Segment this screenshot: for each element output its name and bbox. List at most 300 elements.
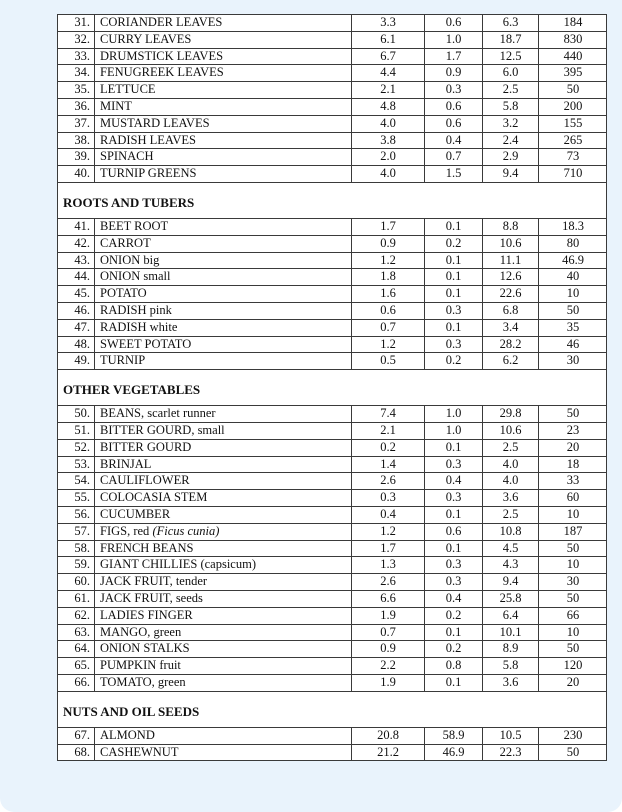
table-row [57,115,607,132]
value-col-2 [425,132,483,149]
value-col-1 [351,640,425,657]
table-row [57,489,607,506]
row-number [57,336,95,353]
value-col-3-text: 3.6 [502,675,519,689]
value-col-3 [483,439,539,456]
value-col-1 [351,624,425,641]
item-name [95,48,351,65]
value-col-1 [351,657,425,674]
value-col-1 [351,218,425,235]
value-col-3 [483,336,539,353]
value-col-4-text: 80 [566,235,580,250]
row-number-text: 55. [74,490,90,505]
value-col-3-text: 4.5 [502,540,519,555]
value-col-3 [483,64,539,81]
item-name [95,624,351,641]
value-col-2 [425,456,483,473]
value-col-2-text: 0.1 [445,540,462,555]
value-col-4 [539,64,607,81]
item-name-text: TOMATO, green [100,675,186,689]
value-col-2-text: 0.3 [445,456,462,471]
table-row [57,64,607,81]
value-col-3-text: 8.9 [502,641,519,656]
row-number-text: 37. [74,115,90,130]
value-col-2 [425,573,483,590]
item-name-text: FRENCH BEANS [100,540,194,555]
value-col-1-text: 2.6 [380,574,396,589]
value-col-2-text: 0.3 [445,557,462,572]
value-col-1-text: 6.7 [380,48,396,63]
value-col-1-text: 0.9 [380,641,396,656]
value-col-2 [425,744,483,761]
table-row [57,640,607,657]
value-col-2-text: 0.3 [445,490,462,505]
row-number [57,81,95,98]
row-number-text: 45. [74,286,90,301]
value-col-3 [483,31,539,48]
value-col-4-text: 50 [566,303,580,317]
value-col-1-text: 3.3 [380,15,396,29]
item-name-text: CUCUMBER [100,507,171,521]
value-col-2-text: 0.4 [445,473,462,488]
value-col-4 [539,744,607,761]
value-col-1 [351,456,425,473]
item-name-text: RADISH LEAVES [100,132,196,147]
value-col-4-text: 50 [566,540,580,555]
row-number-text: 47. [74,319,90,334]
value-col-2 [425,439,483,456]
value-col-2-text: 0.4 [445,591,462,605]
item-name [95,319,351,336]
value-col-2 [425,218,483,235]
value-col-1-text: 2.1 [380,82,396,97]
value-col-3-text: 10.8 [499,523,522,538]
value-col-1-text: 4.4 [380,65,396,80]
row-number [57,506,95,523]
row-number [57,727,95,744]
value-col-2 [425,674,483,691]
value-col-3 [483,98,539,115]
item-name [95,744,351,761]
value-col-4 [539,556,607,573]
value-col-1-text: 2.1 [380,423,396,437]
table-row [57,674,607,691]
value-col-4-text: 50 [566,406,580,421]
value-col-4 [539,285,607,302]
value-col-4-text: 10 [566,507,580,521]
row-number [57,252,95,269]
row-number-text: 65. [74,658,90,673]
value-col-3-text: 6.3 [502,15,519,29]
value-col-2-text: 1.5 [445,166,462,181]
value-col-3 [483,268,539,285]
item-name [95,472,351,489]
item-name-text: LADIES FINGER [100,607,193,622]
value-col-3-text: 6.0 [502,65,519,80]
section-heading: NUTS AND OIL SEEDS [63,703,200,719]
value-col-1-text: 7.4 [380,406,396,421]
value-col-3 [483,674,539,691]
row-number [57,744,95,761]
value-col-4-text: 66 [566,607,580,622]
value-col-4 [539,422,607,439]
value-col-4-text: 46.9 [562,252,584,267]
value-col-1-text: 2.0 [380,149,396,164]
item-name [95,556,351,573]
value-col-1 [351,132,425,149]
value-col-3-text: 18.7 [499,31,522,46]
row-number-text: 54. [74,473,90,488]
row-number-text: 53. [74,456,90,471]
item-name [95,14,351,31]
value-col-2-text: 0.6 [445,99,462,113]
row-number [57,165,95,182]
value-col-4-text: 50 [566,591,580,605]
table-row [57,624,607,641]
item-name-text: BRINJAL [100,456,152,471]
value-col-4 [539,640,607,657]
item-name-text: ALMOND [100,727,155,742]
value-col-2 [425,590,483,607]
item-name-text: ONION big [100,252,160,267]
value-col-3 [483,285,539,302]
item-name-text: TURNIP [100,353,146,368]
value-col-3 [483,81,539,98]
item-name-italic: (Ficus cunia) [152,523,220,538]
row-number-text: 33. [74,48,90,63]
item-name [95,607,351,624]
row-number [57,285,95,302]
value-col-2 [425,422,483,439]
value-col-2 [425,319,483,336]
value-col-1 [351,252,425,269]
value-col-1-text: 1.7 [380,540,396,555]
value-col-4 [539,607,607,624]
value-col-4-text: 265 [563,132,583,147]
row-number [57,48,95,65]
item-name [95,81,351,98]
value-col-1-text: 1.2 [380,252,396,267]
item-name [95,148,351,165]
row-number-text: 68. [74,744,90,759]
value-col-2-text: 1.0 [445,31,462,46]
table-row [57,540,607,557]
value-col-4-text: 10 [566,624,580,639]
value-col-3-text: 6.2 [502,353,519,368]
value-col-4-text: 230 [563,727,583,742]
item-name [95,115,351,132]
value-col-1 [351,727,425,744]
item-name [95,268,351,285]
row-number [57,624,95,641]
row-number [57,98,95,115]
table-row [57,268,607,285]
value-col-3 [483,640,539,657]
row-number-text: 41. [74,219,90,233]
value-col-1-text: 3.8 [380,132,396,147]
item-name [95,657,351,674]
value-col-3-text: 10.1 [499,624,522,639]
value-col-1 [351,439,425,456]
value-col-2-text: 0.9 [445,65,462,80]
item-name [95,98,351,115]
value-col-4 [539,523,607,540]
row-divider [57,369,607,370]
table-row [57,590,607,607]
value-col-1-text: 21.2 [377,744,399,759]
value-col-2-text: 0.6 [445,523,462,538]
value-col-2-text: 0.6 [445,15,462,29]
row-number [57,573,95,590]
value-col-3-text: 2.5 [502,507,519,521]
table-row [57,148,607,165]
value-col-2-text: 0.4 [445,132,462,147]
table-row [57,556,607,573]
row-number [57,422,95,439]
row-number [57,148,95,165]
row-number-text: 64. [74,641,90,656]
value-col-2 [425,352,483,369]
value-col-4 [539,489,607,506]
table-row [57,165,607,182]
row-number [57,439,95,456]
value-col-4-text: 184 [563,15,583,29]
item-name-text: POTATO [100,286,147,301]
value-col-4 [539,252,607,269]
value-col-2 [425,607,483,624]
value-col-4-text: 50 [566,82,580,97]
value-col-1-text: 1.9 [380,607,396,622]
value-col-3-text: 28.2 [499,336,522,351]
row-number [57,14,95,31]
value-col-1-text: 0.7 [380,319,396,334]
value-col-1 [351,81,425,98]
value-col-4-text: 155 [563,115,583,130]
value-col-1-text: 4.0 [380,115,396,130]
value-col-4 [539,98,607,115]
row-divider [57,182,607,183]
value-col-3-text: 10.6 [499,423,522,437]
value-col-1 [351,98,425,115]
table-row [57,456,607,473]
row-number-text: 42. [74,235,90,250]
value-col-1-text: 0.7 [380,624,396,639]
value-col-2-text: 0.2 [445,235,462,250]
item-name-text: GIANT CHILLIES (capsicum) [100,557,256,572]
value-col-4-text: 33 [566,473,580,488]
value-col-2-text: 0.2 [445,353,462,368]
value-col-4 [539,405,607,422]
value-col-4 [539,302,607,319]
item-name-text: CORIANDER LEAVES [100,15,223,29]
value-col-3-text: 3.2 [502,115,519,130]
item-name-text: ONION STALKS [100,641,190,656]
table-row [57,523,607,540]
value-col-1-text: 2.2 [380,658,396,673]
item-name [95,352,351,369]
value-col-1-text: 4.8 [380,99,396,113]
item-name-text: BITTER GOURD [100,439,192,454]
value-col-3-text: 4.0 [502,456,519,471]
value-col-3 [483,472,539,489]
item-name-text: COLOCASIA STEM [100,490,208,505]
value-col-4-text: 73 [566,149,580,164]
value-col-4-text: 40 [566,269,580,284]
value-col-3 [483,506,539,523]
value-col-4 [539,540,607,557]
value-col-4 [539,115,607,132]
value-col-4 [539,456,607,473]
table-row [57,657,607,674]
item-name [95,523,351,540]
value-col-1 [351,64,425,81]
row-number-text: 32. [74,31,90,46]
value-col-2-text: 58.9 [442,727,465,742]
value-col-4-text: 20 [566,675,580,689]
value-col-3-text: 3.6 [502,490,519,505]
value-col-2-text: 0.1 [445,439,462,454]
row-number-text: 39. [74,149,90,164]
value-col-1-text: 0.5 [380,353,396,368]
value-col-2-text: 46.9 [442,744,465,759]
row-number-text: 48. [74,336,90,351]
table-row [57,422,607,439]
value-col-4 [539,506,607,523]
item-name-text: CASHEWNUT [100,744,179,759]
value-col-4-text: 18.3 [562,219,584,233]
value-col-2 [425,405,483,422]
item-name [95,489,351,506]
value-col-4-text: 120 [563,658,583,673]
value-col-2 [425,506,483,523]
value-col-1 [351,422,425,439]
value-col-4 [539,573,607,590]
item-name-text: LETTUCE [100,82,156,97]
value-col-3 [483,607,539,624]
item-name [95,456,351,473]
value-col-2 [425,31,483,48]
value-col-4-text: 23 [566,423,580,437]
value-col-3-text: 12.6 [499,269,522,284]
value-col-3 [483,590,539,607]
row-number [57,64,95,81]
value-col-4 [539,352,607,369]
value-col-2-text: 0.7 [445,149,462,164]
item-name-text: RADISH pink [100,303,172,317]
row-number-text: 38. [74,132,90,147]
value-col-4 [539,31,607,48]
item-name-text: RADISH white [100,319,178,334]
value-col-1-text: 6.6 [380,591,396,605]
value-col-4 [539,319,607,336]
table-row [57,573,607,590]
value-col-2 [425,302,483,319]
value-col-3 [483,115,539,132]
value-col-1 [351,607,425,624]
item-name [95,252,351,269]
value-col-3-text: 2.5 [502,439,519,454]
value-col-2-text: 0.1 [445,675,462,689]
table-row [57,14,607,31]
value-col-1 [351,336,425,353]
value-col-2-text: 0.1 [445,252,462,267]
value-col-4-text: 30 [566,353,580,368]
item-name-text: ONION small [100,269,171,284]
row-number [57,218,95,235]
row-number-text: 46. [74,303,90,317]
value-col-3-text: 10.5 [499,727,522,742]
value-col-1 [351,235,425,252]
item-name-text: FIGS, red [100,523,150,538]
value-col-1-text: 1.2 [380,523,396,538]
item-name [95,590,351,607]
value-col-1 [351,48,425,65]
value-col-4 [539,218,607,235]
item-name-text: CURRY LEAVES [100,31,192,46]
value-col-2 [425,252,483,269]
value-col-2 [425,285,483,302]
value-col-3 [483,727,539,744]
value-col-3 [483,744,539,761]
item-name-text: SPINACH [100,149,154,164]
value-col-3-text: 4.0 [502,473,519,488]
item-name-text: FENUGREEK LEAVES [100,65,224,80]
item-name-text: JACK FRUIT, seeds [100,591,203,605]
value-col-3-text: 25.8 [499,591,522,605]
value-col-2-text: 0.1 [445,507,462,521]
table-row [57,302,607,319]
value-col-4 [539,81,607,98]
row-number-text: 49. [74,353,90,368]
row-number-text: 66. [74,675,90,689]
value-col-1-text: 1.9 [380,675,396,689]
value-col-4 [539,674,607,691]
value-col-4-text: 30 [566,574,580,589]
row-number [57,556,95,573]
value-col-4-text: 35 [566,319,580,334]
value-col-2 [425,165,483,182]
value-col-3 [483,523,539,540]
value-col-3-text: 6.8 [502,303,519,317]
table-row [57,336,607,353]
value-col-3 [483,132,539,149]
value-col-1-text: 1.8 [380,269,396,284]
value-col-1 [351,506,425,523]
value-col-3 [483,657,539,674]
value-col-3-text: 4.3 [502,557,519,572]
row-number [57,540,95,557]
table-row [57,48,607,65]
row-number [57,132,95,149]
value-col-2 [425,657,483,674]
value-col-2-text: 0.1 [445,269,462,284]
value-col-1-text: 1.7 [380,219,396,233]
table-row [57,98,607,115]
item-name [95,727,351,744]
value-col-1 [351,14,425,31]
row-number-text: 67. [74,727,90,742]
table-row [57,285,607,302]
value-col-3 [483,302,539,319]
value-col-3 [483,218,539,235]
value-col-4 [539,624,607,641]
item-name [95,540,351,557]
value-col-1-text: 1.6 [380,286,396,301]
value-col-4-text: 440 [563,48,583,63]
value-col-2 [425,115,483,132]
table-row [57,218,607,235]
value-col-1-text: 0.3 [380,490,396,505]
